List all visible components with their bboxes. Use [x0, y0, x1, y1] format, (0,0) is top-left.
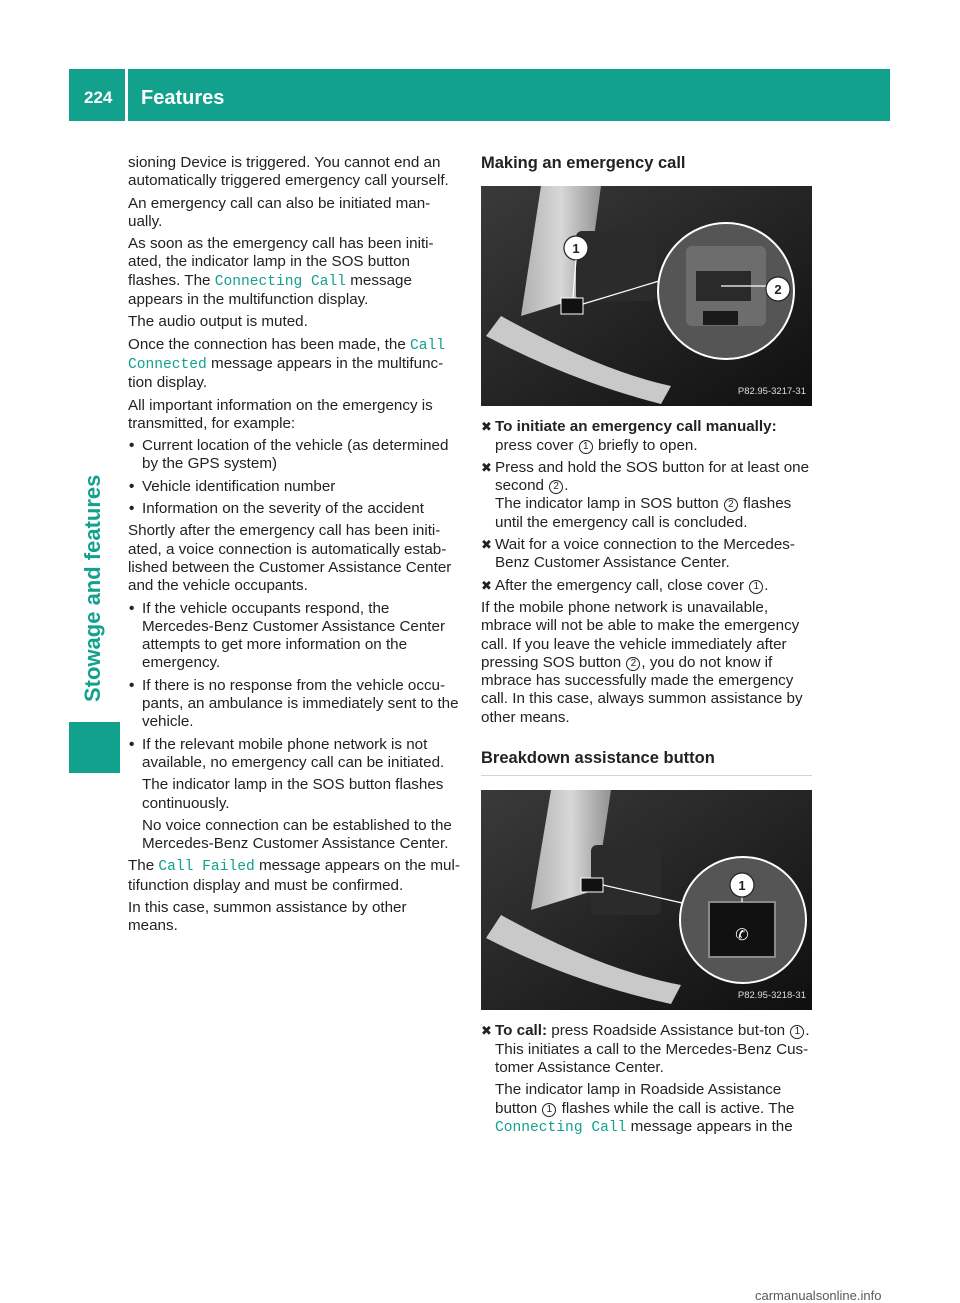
list-item-note: The indicator lamp in the SOS button flashes continuously.	[142, 776, 444, 812]
step-arrow-icon: ✖	[481, 459, 492, 475]
figure-breakdown-button	[481, 790, 812, 1010]
list-item: • Information on the severity of the accident	[128, 500, 460, 518]
callout-label: 1	[572, 241, 580, 257]
figure-code: P82.95-3217-31	[737, 386, 806, 397]
display-message: Call Failed	[158, 859, 255, 876]
step-arrow-icon: ✖	[481, 577, 492, 593]
list-item: • Current location of the vehicle (as determined by the GPS system)	[128, 437, 460, 474]
figure-code: P82.95-3218-31	[737, 990, 806, 1002]
paragraph: The audio output is muted.	[128, 313, 308, 331]
watermark: carmanualsonline.info	[755, 1288, 882, 1303]
step-arrow-icon: ✖	[481, 419, 492, 435]
phone-wrench-icon: ✆	[735, 925, 749, 945]
paragraph: All important information on the emergency is transmitted, for example:	[128, 396, 433, 432]
roadside-button-illustration	[481, 790, 812, 1010]
step-arrow-icon: ✖	[481, 1023, 492, 1039]
display-message: Connecting Call	[495, 1119, 627, 1136]
section-heading: Breakdown assistance button	[481, 749, 812, 776]
side-tab-square	[69, 722, 120, 773]
list-item: • If the relevant mobile phone network is not available, no emergency call can be initiated. The indicator lamp in the SOS button flashes continuously. No voice connection can be established to the Mercedes-Benz Customer Assistance Center.	[128, 736, 460, 854]
figure-emergency-call	[481, 186, 812, 406]
paragraph: In this case, summon assistance by other means.	[128, 898, 407, 935]
instruction-step: ✖ Press and hold the SOS button for at least one second 2 . The indicator lamp in SOS button 2 flashes until the emergency call is concluded.	[481, 458, 810, 531]
paragraph: The Call Failed message appears on the mul-tifunction display and must be confirmed.	[128, 857, 460, 894]
list-item: • If the vehicle occupants respond, the Mercedes-Benz Customer Assistance Center attempts to get more information on the emergency.	[128, 600, 460, 673]
right-column	[481, 154, 812, 1141]
page-title: Features	[141, 87, 225, 109]
display-message: Call Connected	[128, 337, 446, 373]
callout-label: 2	[774, 282, 782, 298]
paragraph: As soon as the emergency call has been initi-ated, the indicator lamp in the SOS button flashes. The Connecting Call message appears in the multifunction display.	[128, 235, 434, 309]
paragraph: Shortly after the emergency call has been initi-ated, a voice connection is automatically estab-lished between the Customer Assistance Center and the vehicle occupants.	[128, 522, 452, 595]
page-number: 224	[84, 88, 113, 107]
callout-number: 2	[626, 657, 640, 671]
paragraph: sioning Device is triggered. You cannot end an automatically triggered emergency call yourself.	[128, 154, 449, 190]
overhead-panel-illustration	[481, 186, 812, 406]
callout-number: 2	[549, 480, 563, 494]
callout-number: 1	[749, 580, 763, 594]
left-column	[128, 154, 460, 940]
list-item-note: No voice connection can be established to the Mercedes-Benz Customer Assistance Center.	[142, 816, 452, 853]
instruction-step: ✖ To initiate an emergency call manually: press cover 1 briefly to open.	[481, 418, 777, 454]
list-item: • If there is no response from the vehicle occu-pants, an ambulance is immediately sent to the vehicle.	[128, 677, 460, 732]
instruction-step: ✖ To call: press Roadside Assistance but-ton 1 . This initiates a call to the Mercedes-Benz Cus-tomer Assistance Center. The indicator lamp in Roadside Assistance button 1 flashes while the call is active. The Connecting Call message appears in the	[481, 1022, 810, 1136]
header-divider	[125, 69, 128, 121]
section-heading: Making an emergency call	[481, 154, 686, 172]
callout-label: 1	[738, 878, 746, 894]
step-arrow-icon: ✖	[481, 537, 492, 553]
instruction-step: ✖ Wait for a voice connection to the Mercedes-Benz Customer Assistance Center.	[481, 536, 795, 572]
paragraph: An emergency call can also be initiated man-ually.	[128, 194, 431, 230]
paragraph: Once the connection has been made, the Call Connected message appears in the multifunc-tion display.	[128, 335, 446, 392]
callout-number: 1	[542, 1103, 556, 1117]
paragraph: If the mobile phone network is unavailable, mbrace will not be able to make the emergency call. If you leave the vehicle immediately after pressing SOS button 2 , you do not know if mbrace has successfully made the emergency call. In this case, always summon assistance by other means.	[481, 598, 803, 726]
callout-number: 1	[579, 440, 593, 454]
callout-number: 1	[790, 1025, 804, 1039]
display-message: Connecting Call	[214, 273, 347, 290]
list-item: • Vehicle identification number	[128, 478, 460, 496]
callout-number: 2	[724, 498, 738, 512]
instruction-step: ✖ After the emergency call, close cover 1 .	[481, 576, 769, 594]
side-tab-label: Stowage and features	[80, 474, 105, 702]
